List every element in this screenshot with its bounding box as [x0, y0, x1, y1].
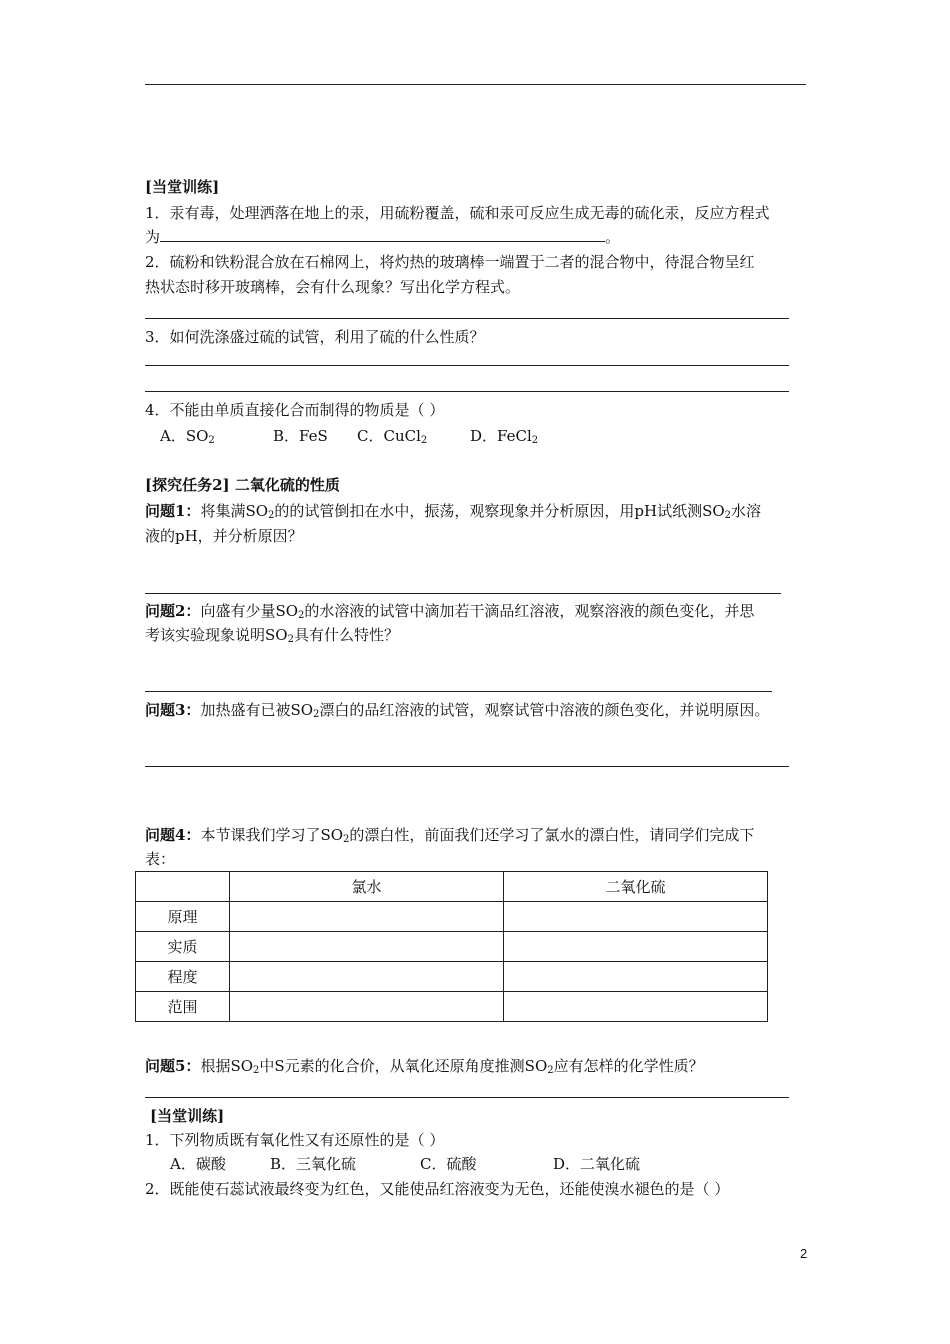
answer-line[interactable] — [145, 391, 789, 392]
training2-q2: 2．既能使石蕊试液最终变为红色，又能使品红溶液变为无色，还能使溴水褪色的是（ ） — [145, 1180, 730, 1198]
training1-q4: 4．不能由单质直接化合而制得的物质是（ ） — [145, 401, 445, 419]
training2-heading: [当堂训练] — [150, 1107, 225, 1125]
training1-q1-prefix: 为 — [145, 228, 161, 246]
problem1-line1: 问题1：将集满$SO_2$的的试管倒扣在水中，振荡，观察现象并分析原因，用pH试纸测$SO_2$水溶 — [145, 502, 762, 521]
table-row — [136, 902, 768, 932]
comparison-table — [135, 871, 768, 1022]
table-cell[interactable] — [230, 932, 504, 962]
table-row — [136, 962, 768, 992]
problem1-label: 问题1： — [145, 502, 201, 520]
training1-q1-line1: 1．汞有毒，处理洒落在地上的汞，用硫粉覆盖，硫和汞可反应生成无毒的硫化汞，反应方程式 — [145, 204, 770, 222]
header-rule — [145, 84, 806, 85]
table-cell[interactable] — [230, 962, 504, 992]
answer-line[interactable] — [145, 593, 781, 594]
training1-q4-option-a: A．$SO_2$ — [160, 427, 215, 446]
table-header-cell: 二氧化硫 — [504, 872, 768, 902]
training1-q1-line2 — [145, 226, 620, 248]
training2-q1-option-d: D．二氧化硫 — [553, 1155, 641, 1173]
table-cell[interactable] — [504, 962, 768, 992]
training1-q4-option-c: C．CuCl$_2$ — [357, 427, 428, 446]
page-number: 2 — [800, 1246, 808, 1261]
training2-q1-option-a: A．碳酸 — [170, 1155, 226, 1173]
row-label: 实质 — [136, 932, 230, 962]
training2-q1-option-c: C．硫酸 — [420, 1155, 477, 1173]
training1-q2-line1: 2．硫粉和铁粉混合放在石棉网上，将灼热的玻璃棒一端置于二者的混合物中，待混合物呈红 — [145, 253, 755, 271]
table-cell[interactable] — [230, 902, 504, 932]
table-header-cell — [136, 872, 230, 902]
table-cell[interactable] — [504, 902, 768, 932]
task2-heading: [探究任务2] 二氧化硫的性质 — [145, 476, 340, 494]
problem2-label: 问题2： — [145, 602, 201, 620]
problem4-label: 问题4： — [145, 826, 201, 844]
problem3: 问题3：加热盛有已被$SO_2$漂白的品红溶液的试管，观察试管中溶液的颜色变化，并说明原因。 — [145, 701, 770, 720]
problem5: 问题5：根据$SO_2$中S元素的化合价，从氧化还原角度推测$SO_2$应有怎样的化学性质？ — [145, 1057, 704, 1076]
training1-q2-line2: 热状态时移开玻璃棒，会有什么现象？写出化学方程式。 — [145, 278, 521, 296]
problem4-line2: 表： — [145, 850, 176, 868]
training2-q1: 1．下列物质既有氧化性又有还原性的是（ ） — [145, 1131, 445, 1149]
training1-q4-option-d: D．FeCl$_2$ — [470, 427, 539, 446]
problem5-label: 问题5： — [145, 1057, 201, 1075]
row-label: 原理 — [136, 902, 230, 932]
problem2-line1: 问题2：向盛有少量$SO_2$的水溶液的试管中滴加若干滴品红溶液，观察溶液的颜色变化，并思 — [145, 602, 755, 621]
answer-line[interactable] — [145, 318, 789, 319]
training1-q3: 3．如何洗涤盛过硫的试管，利用了硫的什么性质？ — [145, 328, 485, 346]
problem4-line1: 问题4：本节课我们学习了$SO_2$的漂白性，前面我们还学习了氯水的漂白性，请同学们完成下 — [145, 826, 755, 845]
table-header-cell: 氯水 — [230, 872, 504, 902]
training1-heading: [当堂训练] — [145, 178, 220, 196]
table-cell[interactable] — [504, 992, 768, 1022]
answer-blank[interactable] — [160, 227, 605, 242]
answer-line[interactable] — [145, 1097, 789, 1098]
row-label: 范围 — [136, 992, 230, 1022]
table-row — [136, 992, 768, 1022]
row-label: 程度 — [136, 962, 230, 992]
table-cell[interactable] — [504, 932, 768, 962]
training1-q1-suffix: 。 — [605, 228, 621, 246]
table-cell[interactable] — [230, 992, 504, 1022]
table-row — [136, 932, 768, 962]
answer-line[interactable] — [145, 766, 789, 767]
training1-q4-option-b: B．FeS — [273, 427, 328, 445]
problem1-line2: 液的pH，并分析原因？ — [145, 527, 303, 545]
problem2-line2: 考该实验现象说明$SO_2$具有什么特性？ — [145, 626, 399, 645]
problem3-label: 问题3： — [145, 701, 201, 719]
table-header-row — [136, 872, 768, 902]
answer-line[interactable] — [145, 365, 789, 366]
answer-line[interactable] — [145, 691, 772, 692]
training2-q1-option-b: B．三氧化硫 — [270, 1155, 357, 1173]
